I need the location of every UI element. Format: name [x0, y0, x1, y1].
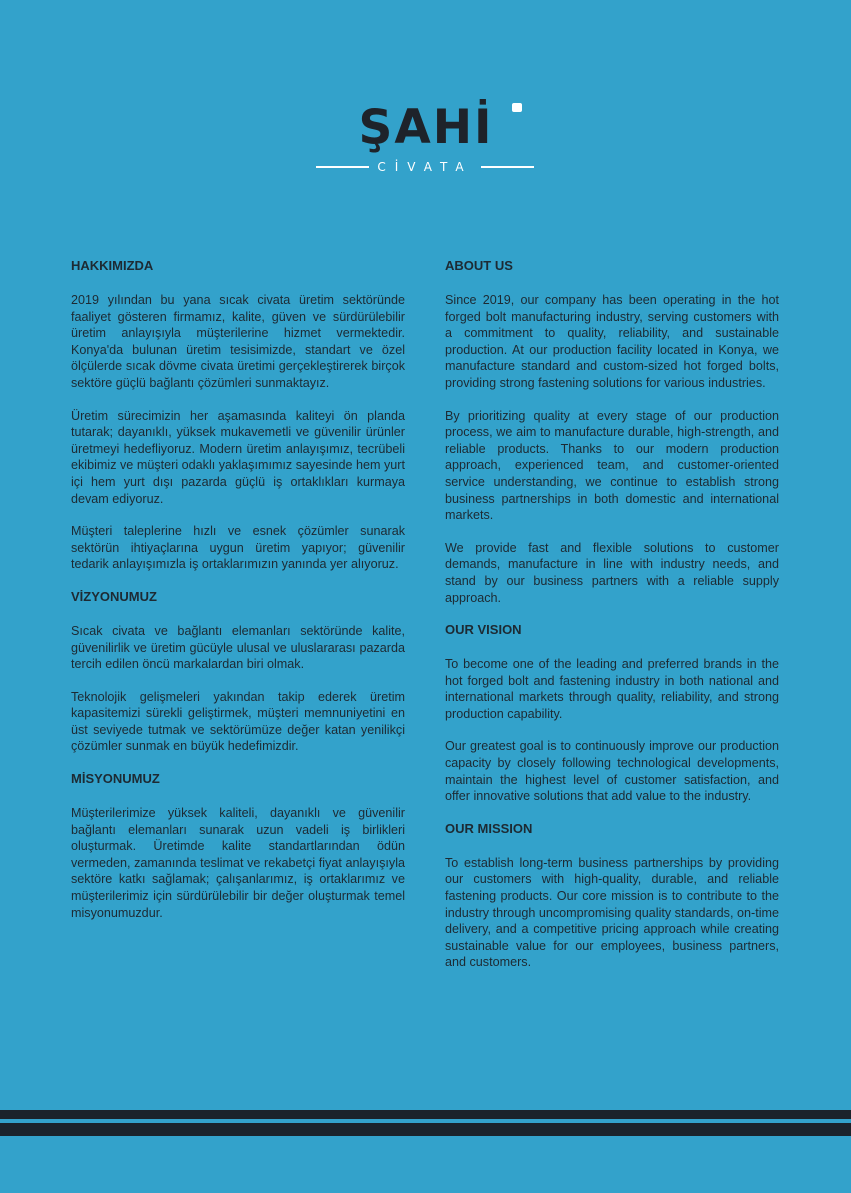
logo-brand-text: ŞAHİ	[358, 100, 494, 155]
vision-paragraph-en: Our greatest goal is to continuously improve our production capacity by closely following technological developments, maintain the highest level of customer satisfaction, and offer innovative solutions that add value to the industry.	[445, 739, 779, 804]
footer-stripe-thin	[0, 1110, 851, 1119]
about-paragraph-en: We provide fast and flexible solutions to customer demands, manufacture in line with industry needs, and stand by our business partners with a reliable supply approach.	[445, 540, 779, 605]
about-paragraph-en: By prioritizing quality at every stage of our production process, we aim to manufacture durable, high-strength, and reliable products. Thanks to our modern production approach, experienced team, and customer-oriented service understanding, we continue to establish strong business partnerships in both domestic and international markets.	[445, 408, 779, 523]
vision-paragraph-tr: Teknolojik gelişmeleri yakından takip ederek üretim kapasitemizi sürekli geliştirmek, müşteri memnuniyetini en üst seviyede tutmak ve sektörümüze değer katan yenilikçi çözümler sunmak en büyük hedefimizdir.	[71, 689, 405, 754]
vision-heading-tr: VİZYONUMUZ	[71, 588, 157, 604]
footer-stripe-thick	[0, 1123, 851, 1136]
logo-subtitle: CİVATA	[377, 160, 473, 174]
turkish-column	[71, 258, 405, 937]
about-paragraph-en: Since 2019, our company has been operating in the hot forged bolt manufacturing industry, serving customers with a commitment to quality, reliability, and sustainable production. At our production facility located in Konya, we manufacture standard and custom-sized hot forged bolts, providing strong fastening solutions for various industries.	[445, 293, 779, 390]
vision-paragraph-tr: Sıcak civata ve bağlantı elemanları sektöründe kalite, güvenilirlik ve üretim gücüyle ulusal ve uluslararası pazarda tercih edilen öncü markalardan biri olmak.	[71, 623, 405, 672]
logo-divider-left	[316, 166, 369, 168]
about-paragraph-tr: Üretim sürecimizin her aşamasında kaliteyi ön planda tutarak; dayanıklı, yüksek mukavemetli ve güvenilir ürünler üretmeyi hedefliyoruz. Modern üretim anlayışımız, tecrübeli ekibimiz ve müşteri odaklı yaklaşımımız sayesinde hem yurt içi hem yurt dışı pazarda güçlü iş ortaklıkları kurmaya devam ediyoruz.	[71, 408, 405, 506]
logo-accent-dot	[512, 103, 522, 112]
about-heading-en: ABOUT US	[445, 258, 513, 273]
about-paragraph-tr: Müşteri taleplerine hızlı ve esnek çözümler sunarak sektörün ihtiyaçlarına uygun üretim yapıyor; güvenilir tedarik anlayışımızla iş ortaklarımızın yanında yer alıyoruz.	[71, 524, 405, 572]
vision-heading-en: OUR VISION	[445, 622, 522, 638]
mission-paragraph-en: To establish long-term business partnerships by providing our customers with high-quality, durable, and reliable fastening products. Our core mission is to contribute to the industry through uncompromising quality standards, on-time delivery, and a competitive pricing approach while creating sustainable value for our employees, business partners, and customers.	[445, 855, 779, 970]
vision-paragraph-en: To become one of the leading and preferred brands in the hot forged bolt and fastening industry in both national and international markets through quality, reliability, and strong production capability.	[445, 657, 779, 721]
logo-subtitle-row	[316, 158, 534, 176]
about-paragraph-tr: 2019 yılından bu yana sıcak civata üretim sektöründe faaliyet gösteren firmamız, kalite, güven ve sürdürülebilir üretim anlayışıyla müşterilerine hizmet vermektedir. Konya'da bulunan üretim tesisimizde, standart ve özel ölçülerde sıcak dövme civata üretimi gerçekleştirerek birçok sektöre güçlü bağlantı çözümleri sunmaktayız.	[71, 293, 405, 390]
about-heading-tr: HAKKIMIZDA	[71, 258, 154, 273]
mission-heading-tr: MİSYONUMUZ	[71, 771, 160, 787]
logo-divider-right	[481, 166, 534, 168]
mission-paragraph-tr: Müşterilerimize yüksek kaliteli, dayanıklı ve güvenilir bağlantı elemanları sunarak uzun vadeli iş birlikleri oluşturmak. Üretimde kalite standartlarından ödün vermeden, zamanında teslimat ve rekabetçi fiyat anlayışıyla sektöre katkı sağlamak; çalışanlarımız, iş ortaklarımız ve müşterilerimiz için sürdürülebilir bir değer oluşturmak temel misyonumuzdur.	[71, 806, 405, 920]
english-column	[445, 258, 779, 987]
mission-heading-en: OUR MISSION	[445, 820, 533, 836]
